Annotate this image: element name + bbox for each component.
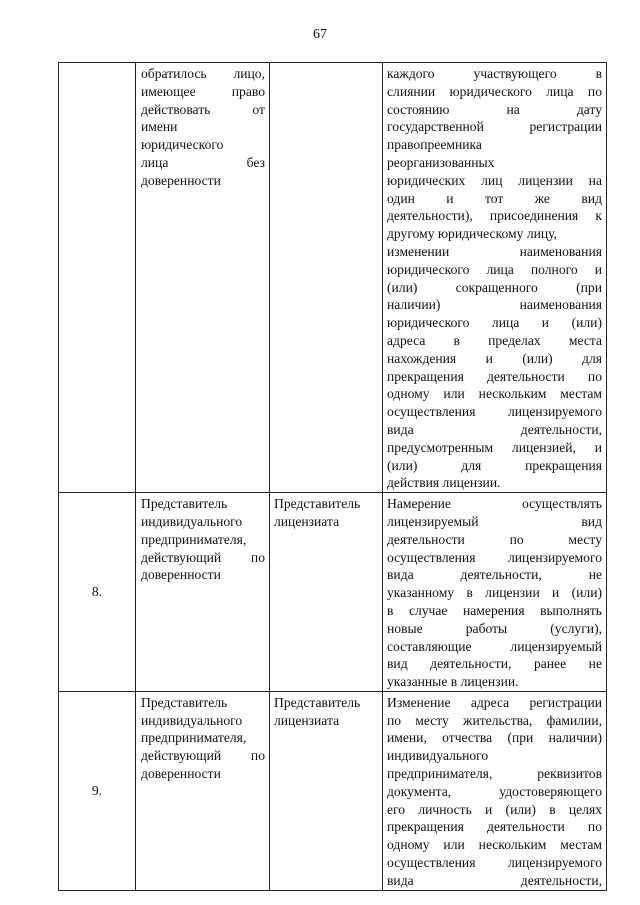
text-line: лицензируемый вид [387,513,602,529]
text-line: прекращения деятельности по [387,368,602,384]
representative-cell [270,691,383,890]
text-line: доверенности [141,567,221,583]
applicant-cell [136,691,270,890]
text-line: изменении наименования [387,243,602,259]
grounds-cell [383,63,607,493]
grounds-cell [383,691,607,890]
licensing-table [58,62,607,891]
text-line: юридического лица полного и [387,261,602,277]
representative-cell [270,493,383,692]
text-line: правопреемника [387,137,482,153]
table-row [59,691,607,890]
applicant-cell [136,493,270,692]
text-line: по месту жительства, фамилии, [387,712,602,728]
page-number: 67 [313,27,327,42]
text-line: Представитель [141,694,228,710]
text-line: действующий по [141,549,265,565]
text-line: государственной регистрации [387,119,602,135]
text-line: доверенности [141,766,221,782]
text-line: составляющие лицензируемый [387,638,602,654]
text-line: действия лицензии. [387,475,501,491]
applicant-text [136,692,269,783]
text-line: деятельности), присоединения к [387,208,602,224]
text-line: одному или нескольким местам [387,386,602,402]
text-line: прекращения деятельности по [387,819,602,835]
table-row [59,493,607,692]
text-line: Намерение осуществлять [387,496,602,512]
text-line: индивидуального [387,748,489,764]
text-line: действовать от [141,101,265,117]
grounds-text [383,692,606,890]
applicant-text [136,63,269,190]
text-line: индивидуального [141,513,243,529]
row-number-cell [59,691,136,890]
applicant-text [136,493,269,584]
row-number-cell [59,63,136,493]
text-line: слиянии юридического лица по [387,83,602,99]
text-line: предпринимателя, [141,531,247,547]
text-line: доверенности [141,172,221,188]
text-line: нахождения и (или) для [387,350,602,366]
text-line: имеющее право [141,83,265,99]
text-line: осуществления лицензируемого [387,404,602,420]
text-line: Представитель [274,694,361,710]
grounds-cell [383,493,607,692]
text-line: указанному в лицензии и (или) [387,585,602,601]
row-number: 8. [91,584,103,600]
text-line: один и тот же вид [387,190,602,206]
text-line: Представитель [274,496,361,512]
text-line: предпринимателя, [141,730,247,746]
text-line: новые работы (услуги), [387,620,602,636]
text-line: наличии) наименования [387,297,602,313]
applicant-cell [136,63,270,493]
text-line: имени [141,119,178,135]
text-line: документа, удостоверяющего [387,783,602,799]
text-line: вида деятельности, [387,872,602,888]
text-line: действующий по [141,748,265,764]
text-line: имени, отчества (при наличии) [387,730,602,746]
text-line: состоянию на дату [387,101,602,117]
table-row [59,63,607,493]
text-line: деятельности по месту [387,531,602,547]
representative-text [270,692,382,730]
text-line: каждого участвующего в [387,66,602,81]
representative-cell [270,63,383,493]
row-number: 9. [91,782,103,798]
row-number-cell [59,493,136,692]
text-line: (или) сокращенного (при [387,279,602,295]
representative-text [270,63,382,65]
text-line: юридических лиц лицензии на [387,172,602,188]
text-line: юридического лица и (или) [387,315,602,331]
grounds-text [383,493,606,691]
text-line: другому юридическому лицу, [387,226,557,242]
text-line: Представитель [141,496,228,512]
grounds-text [383,63,606,492]
text-line: адреса в пределах места [387,332,602,348]
text-line: указанные в лицензии. [387,674,519,690]
text-line: лица без [141,154,265,170]
text-line: Изменение адреса регистрации [387,694,602,710]
text-line: (или) для прекращения [387,457,602,473]
representative-text [270,493,382,531]
text-line: предусмотренным лицензией, и [387,439,602,455]
text-line: предпринимателя, реквизитов [387,766,602,782]
text-line: одному или нескольким местам [387,837,602,853]
text-line: обратилось лицо, [141,66,265,81]
text-line: вида деятельности, [387,421,602,437]
text-line: лицензиата [274,712,340,728]
text-line: реорганизованных [387,154,495,170]
text-line: вид деятельности, ранее не [387,656,602,672]
text-line: лицензиата [274,513,340,529]
text-line: вида деятельности, не [387,567,602,583]
text-line: индивидуального [141,712,243,728]
text-line: осуществления лицензируемого [387,549,602,565]
text-line: юридического [141,137,224,153]
text-line: в случае намерения выполнять [387,602,602,618]
text-line: осуществления лицензируемого [387,855,602,871]
text-line: его личность и (или) в целях [387,801,602,817]
